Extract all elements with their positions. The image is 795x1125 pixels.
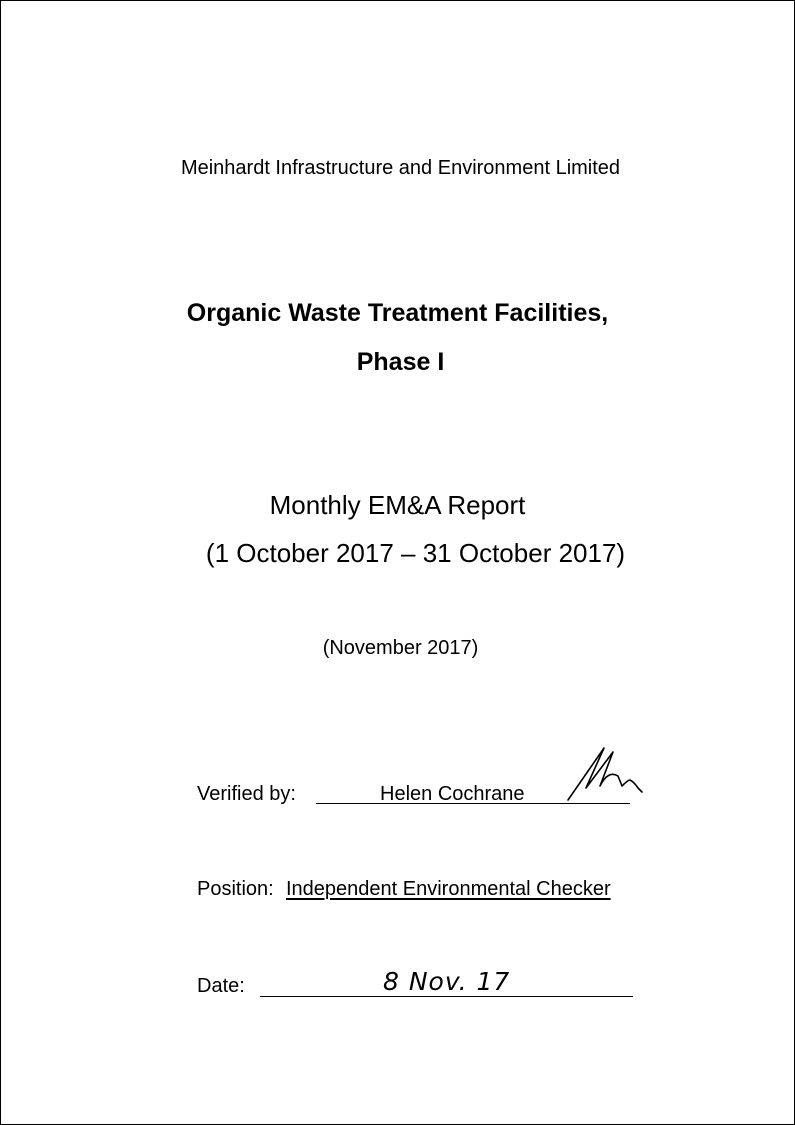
report-period: (1 October 2017 – 31 October 2017) [205, 538, 626, 568]
issue-date: (November 2017) [322, 637, 479, 659]
company-name: Meinhardt Infrastructure and Environment Limited [180, 157, 621, 179]
date-underline [260, 996, 633, 997]
position-value: Independent Environmental Checker [286, 878, 611, 900]
date-label: Date: [197, 975, 245, 997]
position-label: Position: [197, 878, 274, 900]
document-title-line2: Phase I [356, 348, 445, 376]
verified-by-label: Verified by: [197, 783, 296, 805]
handwritten-signature [564, 744, 646, 804]
verifier-name: Helen Cochrane [380, 783, 525, 805]
document-title-line1: Organic Waste Treatment Facilities, [186, 299, 609, 327]
report-title: Monthly EM&A Report [269, 490, 526, 520]
handwritten-date: 8 Nov. 17 [383, 967, 511, 996]
